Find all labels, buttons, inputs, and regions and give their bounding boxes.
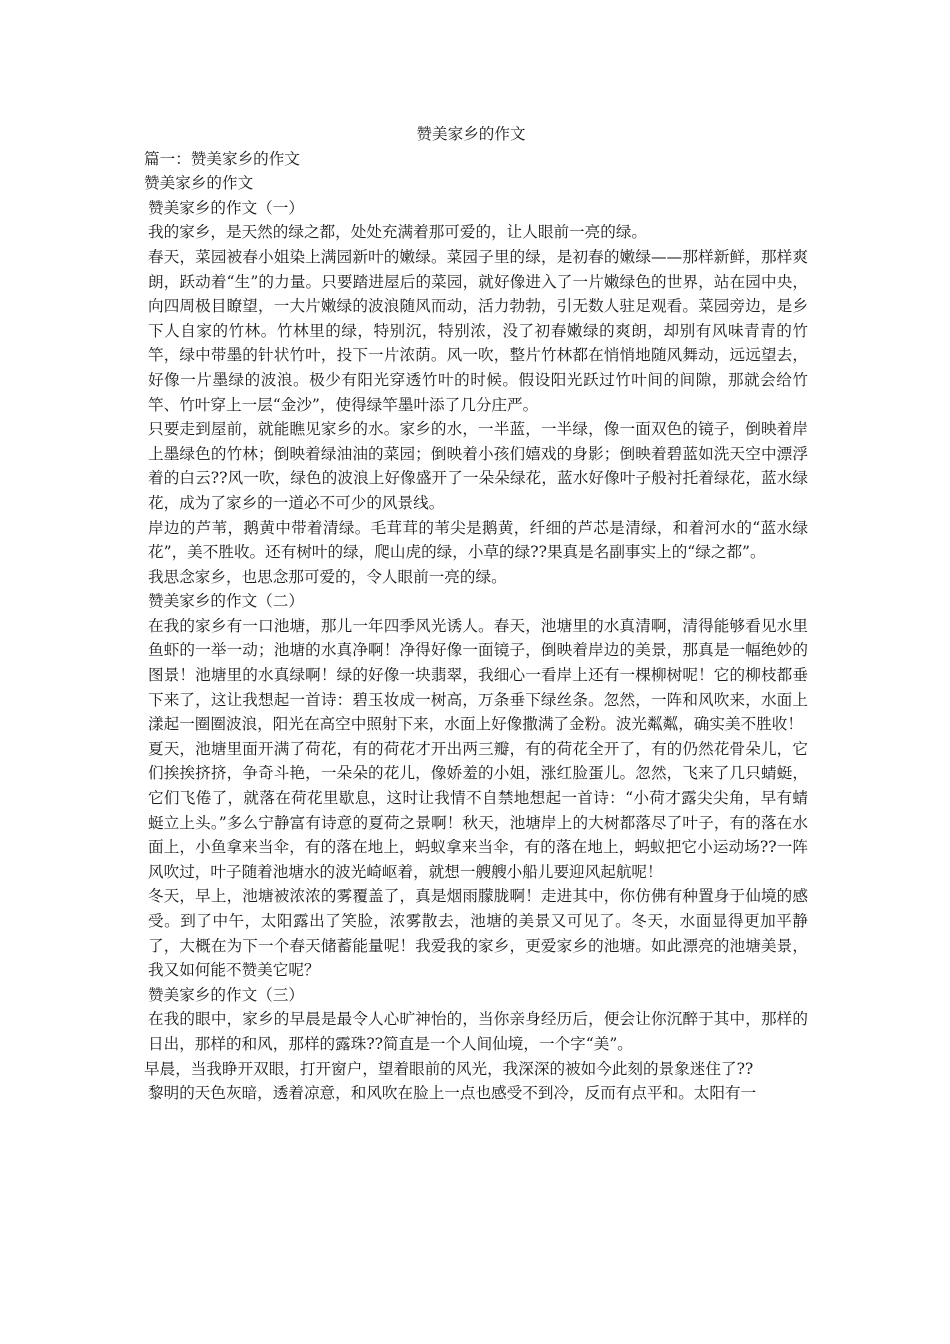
paragraph: 早晨，当我睁开双眼，打开窗户，望着眼前的风光，我深深的被如今此刻的景象迷住了?? <box>144 1059 754 1078</box>
paragraph: 夏天，池塘里面开满了荷花，有的荷花才开出两三瓣，有的荷花全开了，有的仍然花骨朵儿，它们挨挨挤挤，争奇斗艳，一朵朵的花儿，像娇羞的小姐，涨红脸蛋儿。忽然，飞来了几只蜻蜓，它们飞倦了，就落在荷花里歇息，这时让我情不自禁地想起一首诗：“小荷才露尖尖角，早有蜻蜓立上头。”多么宁静富有诗意的夏荷之景啊！秋天，池塘岸上的大树都落尽了叶子，有的落在水面上，小鱼拿来当伞，有的落在地上，蚂蚁拿来当伞，有的落在地上，蚂蚁把它小运动场??一阵风吹过，叶子随着池塘水的波光崎岖着，就想一艘艘小船儿要迎风起航呢！ <box>148 739 808 881</box>
paragraph: 我的家乡，是天然的绿之都，处处充满着那可爱的，让人眼前一亮的绿。 <box>148 223 648 242</box>
paragraph: 我思念家乡，也思念那可爱的，令人眼前一亮的绿。 <box>148 567 507 586</box>
paragraph: 岸边的芦苇，鹅黄中带着清绿。毛茸茸的苇尖是鹅黄，纤细的芦芯是清绿，和着河水的“蓝水绿花”，美不胜收。还有树叶的绿，爬山虎的绿，小草的绿??果真是名副事实上的“绿之都”。 <box>148 518 808 562</box>
paragraph: 春天，菜园被春小姐染上满园新叶的嫩绿。菜园子里的绿，是初春的嫩绿——那样新鲜，那样爽朗，跃动着“生”的力量。只要踏进屋后的菜园，就好像进入了一片嫩绿色的世界，站在园中央，向四周极目瞭望，一大片嫩绿的波浪随风而动，活力勃勃，引无数人驻足观看。菜园旁边，是乡下人自家的竹林。竹林里的绿，特别沉，特别浓，没了初春嫩绿的爽朗，却别有风味青青的竹竿，绿中带墨的针状竹叶，投下一片浓荫。风一吹，整片竹林都在悄悄地随风舞动，远远望去，好像一片墨绿的波浪。极少有阳光穿透竹叶的时候。假设阳光跃过竹叶间的间隙，那就会给竹竿、竹叶穿上一层“金沙”，使得绿竿墨叶添了几分庄严。 <box>148 247 808 414</box>
paragraph: 在我的家乡有一口池塘，那儿一年四季风光诱人。春天，池塘里的水真清啊，清得能够看见水里鱼虾的一举一动；池塘的水真净啊！净得好像一面镜子，倒映着岸边的美景，那真是一幅绝妙的图景！池塘里的水真绿啊！绿的好像一块翡翠，我细心一看岸上还有一棵柳树呢！它的柳枝都垂下来了，这让我想起一首诗：碧玉妆成一树高，万条垂下绿丝条。忽然，一阵和风吹来，水面上漾起一圈圈波浪，阳光在高空中照射下来，水面上好像撒满了金粉。波光粼粼，确实美不胜收！ <box>148 616 808 734</box>
essay-heading: 赞美家乡的作文（一） <box>148 198 304 217</box>
essay-heading: 赞美家乡的作文（三） <box>148 985 304 1004</box>
paragraph: 只要走到屋前，就能瞧见家乡的水。家乡的水，一半蓝，一半绿，像一面双色的镜子，倒映着岸上墨绿色的竹林；倒映着绿油油的菜园；倒映着小孩们嬉戏的身影；倒映着碧蓝如洗天空中漂浮着的白云??风一吹，绿色的波浪上好像盛开了一朵朵绿花，蓝水好像叶子般衬托着绿花，蓝水绿花，成为了家乡的一道必不可少的风景线。 <box>148 420 808 512</box>
paragraph: 冬天，早上，池塘被浓浓的雾覆盖了，真是烟雨朦胧啊！走进其中，你仿佛有种置身于仙境的感受。到了中午，太阳露出了笑脸，浓雾散去，池塘的美景又可见了。冬天，水面显得更加平静了，大概在为下一个春天储蓄能量呢！我爱我的家乡，更爱家乡的池塘。如此漂亮的池塘美景，我又如何能不赞美它呢？ <box>148 887 808 980</box>
paragraph: 黎明的天色灰暗，透着凉意，和风吹在脸上一点也感受不到冷，反而有点平和。太阳有一 <box>148 1084 757 1103</box>
part-heading: 篇一：赞美家乡的作文 <box>144 149 300 168</box>
document-title: 赞美家乡的作文 <box>416 125 526 143</box>
essay-heading: 赞美家乡的作文（二） <box>148 592 304 611</box>
subtitle: 赞美家乡的作文 <box>144 174 254 193</box>
paragraph: 在我的眼中，家乡的早晨是最令人心旷神怡的，当你亲身经历后，便会让你沉醉于其中，那样的日出，那样的和风，那样的露珠??简直是一个人间仙境，一个字“美”。 <box>148 1010 808 1053</box>
document-body <box>144 122 808 1106</box>
